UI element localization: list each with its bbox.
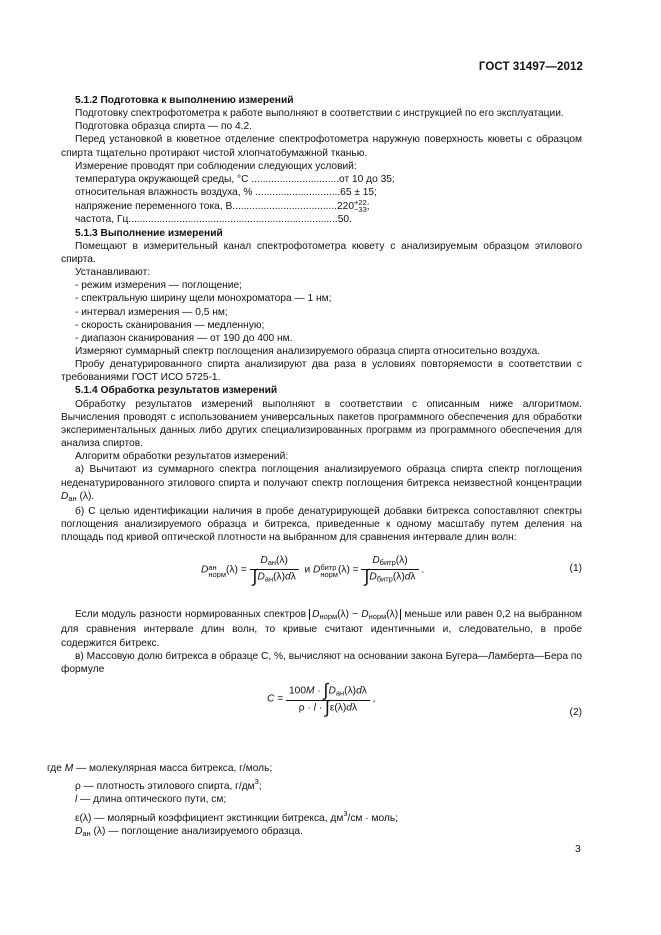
equation-2: C = $\frac{100M \cdot \int D_{ан}(\lambda)d\lambda}{\rho \cdot l \cdot \int\varepsilon(\lambda)d\lambda}$ , (2): [267, 680, 582, 719]
section-heading-513: 5.1.3 Выполнение измерений: [75, 227, 223, 239]
paragraph: Измерение проводят при соблюдении следующих условий:: [75, 160, 357, 172]
condition-humidity: относительная влажность воздуха, % ..............................65 ± 15;: [75, 187, 377, 199]
list-item: - спектральную ширину щели монохроматора — 1 нм;: [75, 293, 332, 305]
paragraph: Помещают в измерительный канал спектрофотометра кювету с анализируемым образцом этилового спирта.: [61, 240, 582, 265]
list-item: - скорость сканирования — медленную;: [75, 319, 265, 331]
paragraph-step-a: а) Вычитают из суммарного спектра поглощения анализируемого образца спирта спектр поглощения неденатурированного этилового спирта и получают спектр поглощения битрекса неизвестной концентрации $D_{ан}$ (λ).: [61, 464, 582, 503]
condition-frequency: частота, Гц..........................................................................50.: [75, 214, 352, 226]
equation-number-2: (2): [569, 707, 582, 719]
definition-extinction: ε(λ) — молярный коэффициент экстинкции битрекса, $дм^3/см$ · моль;: [75, 808, 399, 824]
condition-temperature: температура окружающей среды, °С ...............................от 10 до 35;: [75, 173, 395, 185]
list-item: - диапазон сканирования — от 190 до 400 нм.: [75, 332, 293, 344]
definition-molar-mass: где M — молекулярная масса битрекса, г/моль;: [47, 763, 273, 775]
document-body: [47, 94, 583, 840]
definition-absorption: $D_{ан}$ (λ) — поглощение анализируемого образца.: [75, 825, 303, 838]
paragraph: Подготовка образца спирта — по 4.2.: [75, 121, 252, 133]
paragraph: Алгоритм обработки результатов измерений:: [75, 451, 289, 463]
paragraph: Подготовку спектрофотометра к работе выполняют в соответствии с инструкцией по его эксплуатации.: [75, 108, 564, 120]
definition-path-length: l — длина оптического пути, см;: [75, 794, 227, 806]
definition-density: ρ — плотность этилового спирта, $г/дм^3$;: [75, 777, 262, 793]
paragraph: Измеряют суммарный спектр поглощения анализируемого образца спирта относительно воздуха.: [75, 345, 541, 357]
list-item: - режим измерения — поглощение;: [75, 280, 242, 292]
document-header: ГОСТ 31497—2012: [478, 61, 583, 73]
section-heading-514: 5.1.4 Обработка результатов измерений: [75, 385, 278, 397]
paragraph: Пробу денатурированного спирта анализируют два раза в условиях повторяемости в соответствии с требованиями ГОСТ ИСО 5725-1.: [61, 359, 582, 384]
paragraph: Устанавливают:: [75, 267, 151, 279]
equation-1: D ан норм (λ) = $\frac{D_{ан}(\lambda)}{\int D_{ан}(\lambda)d\lambda}$ и D битр норм (λ) = $\frac{D_{битр}(\lambda)}{\int D_{битр}(\lambda)d\lambda}$ . (1): [201, 555, 582, 587]
condition-voltage: напряжение переменного тока, В.....................................220 +22 −33 ;: [75, 198, 370, 215]
page-number: 3: [575, 843, 581, 855]
equation-number-1: (1): [569, 563, 582, 575]
paragraph: Перед установкой в кюветное отделение спектрофотометра наружную поверхность кюветы с образцом спирта тщательно протирают чистой хлопчатобумажной тканью.: [61, 134, 582, 159]
paragraph-comparison: Если модуль разности нормированных спектров $D_{норм}(\lambda) - D_{норм}(\lambda)$ меньше или равен 0,2 на выбранном для сравнения интервале длин волн, то кривые считают идентичными и, следовательно, в пробе содержится битрекс.: [61, 609, 583, 649]
paragraph: Обработку результатов измерений выполняют в соответствии с описанным ниже алгоритмом. Вычисления проводят с использованием универсальных пакетов программного обеспечения для обработки экспериментальных данных либо других специализированных программ из программного обеспечения для анализа спиртов.: [61, 398, 582, 450]
paragraph-step-c: в) Массовую долю битрекса в образце С, %, вычисляют на основании закона Бугера—Ламберта—Бера по формуле: [61, 650, 582, 675]
paragraph-step-b: б) С целью идентификации наличия в пробе денатурирующей добавки битрекса сопоставляют спектры поглощения анализируемого образца и битрекса, приведенные к одному масштабу путем деления на площадь под кривой оптической плотности на выбранном для сравнения интервале длин волн:: [61, 505, 582, 544]
list-item: - интервал измерения — 0,5 нм;: [75, 306, 228, 318]
section-heading-512: 5.1.2 Подготовка к выполнению измерений: [75, 95, 294, 106]
